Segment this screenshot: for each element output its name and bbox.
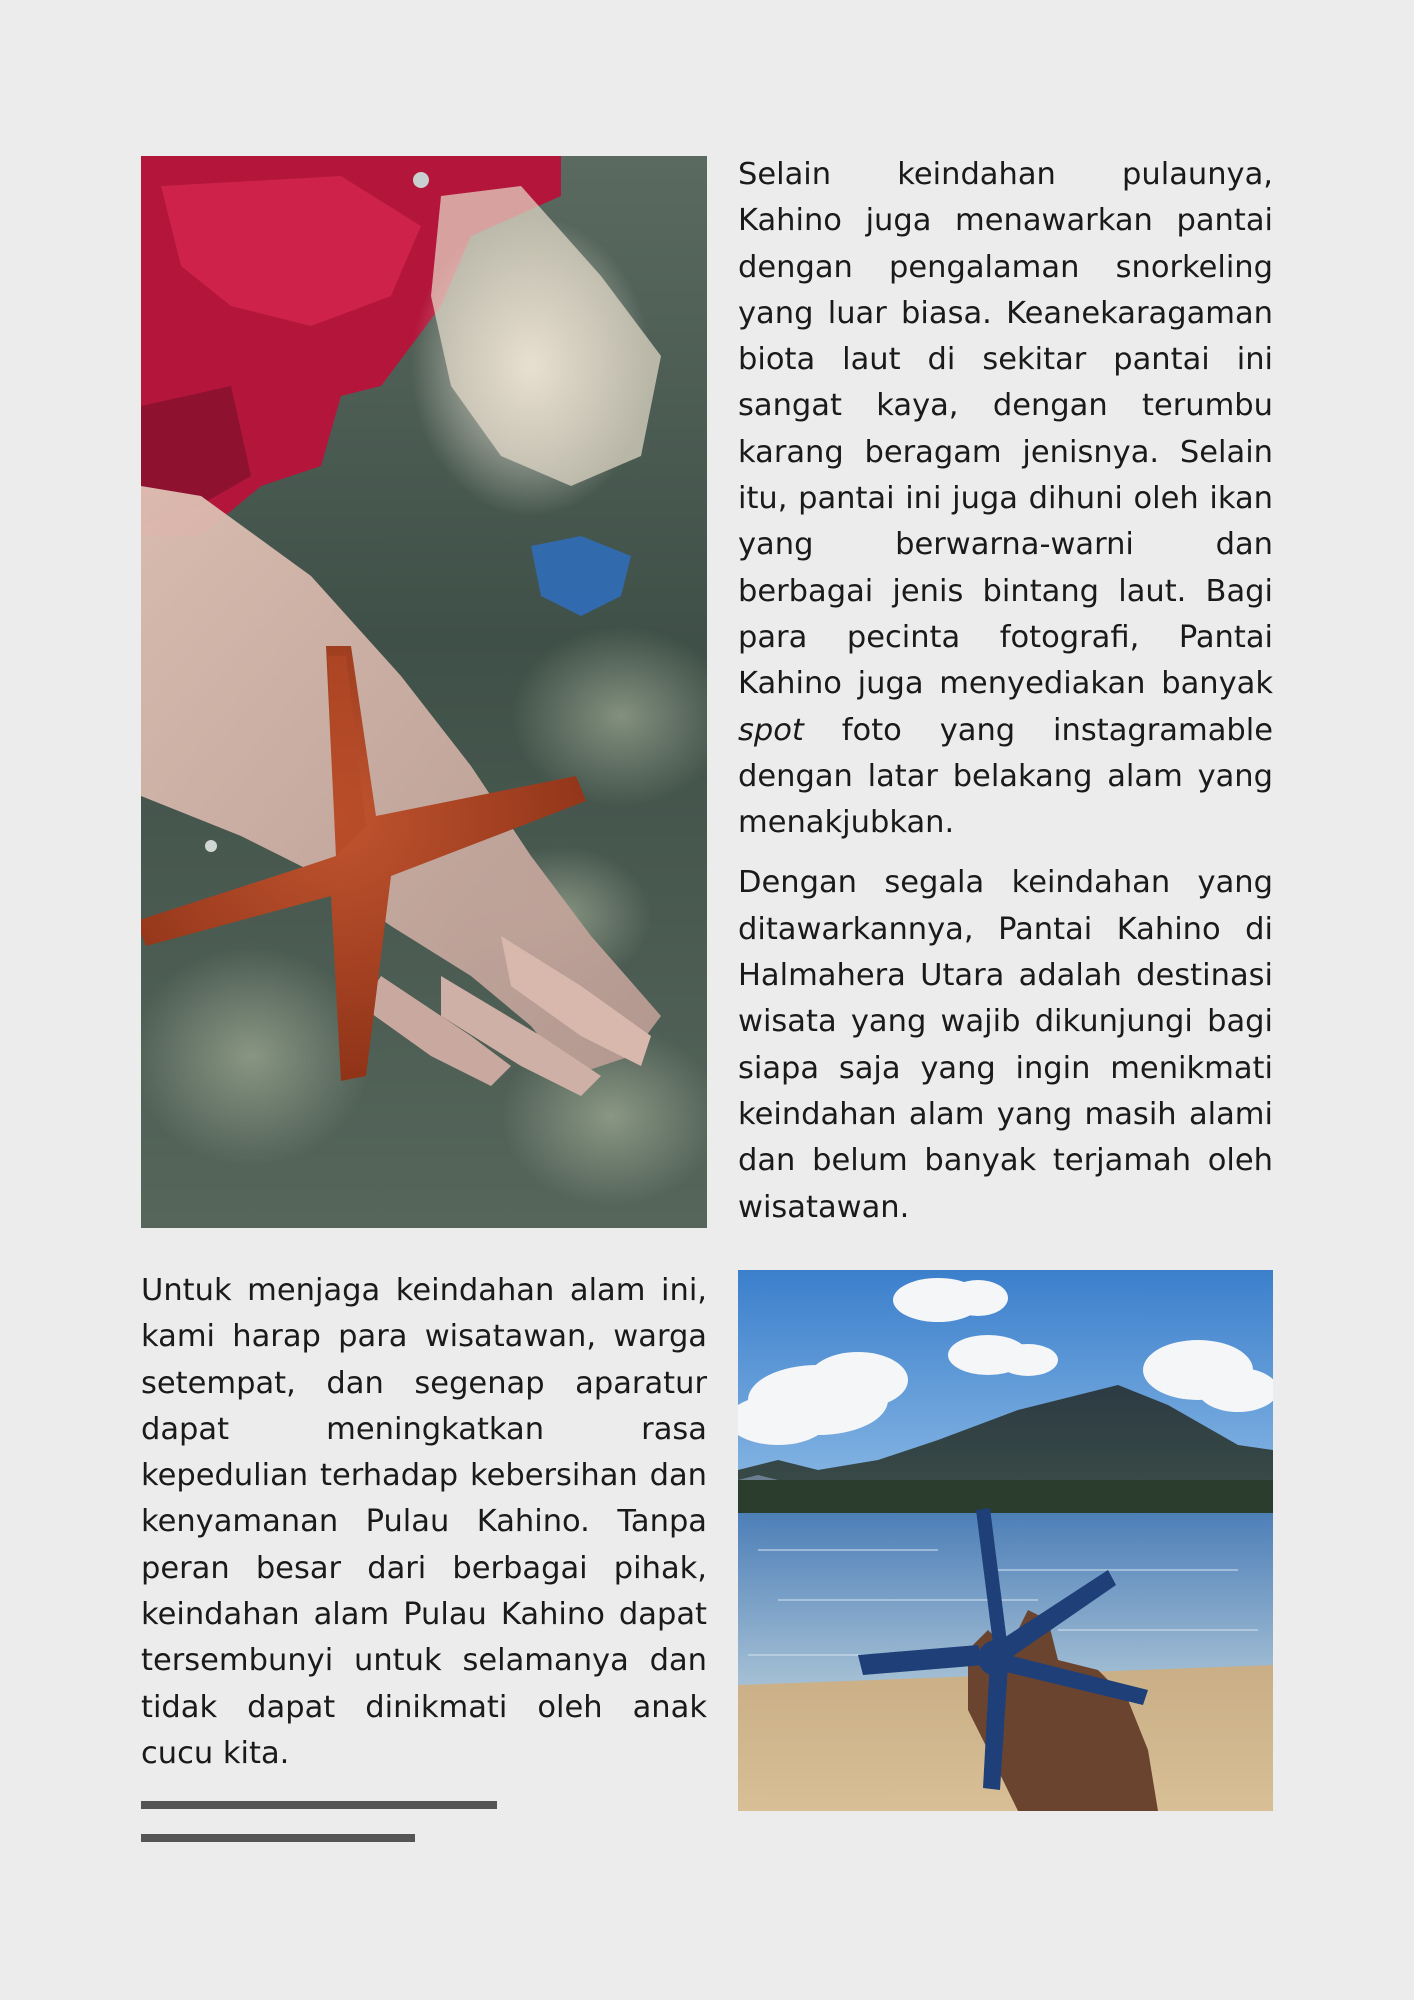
article-paragraph-conservation: Untuk menjaga keindahan alam ini, kami harap para wisatawan, warga setempat, dan segenap aparatur dapat meningkatkan rasa kepedulian terhadap kebersihan dan kenyamanan Pulau Kahino. Tanpa peran besar dari berbagai pihak, keindahan alam Pulau Kahino dapat tersembunyi untuk selamanya dan tidak dapat dinikmati oleh anak cucu kita.	[141, 1273, 707, 1771]
blue-starfish-beach-photo	[738, 1270, 1273, 1811]
paragraph-text: foto yang instagramable dengan latar belakang alam yang menakjubkan.	[738, 712, 1273, 841]
article-right-column	[738, 152, 1273, 1245]
decorative-line	[141, 1801, 497, 1809]
article-paragraph-destination: Dengan segala keindahan yang ditawarkannya, Pantai Kahino di Halmahera Utara adalah destinasi wisata yang wajib dikunjungi bagi siapa saja yang ingin menikmati keindahan alam yang masih alami dan belum banyak terjamah oleh wisatawan.	[738, 865, 1273, 1225]
starfish-underwater-photo	[141, 156, 707, 1228]
italic-word-spot: spot	[738, 712, 804, 748]
article-paragraph-snorkeling	[738, 152, 1273, 846]
decorative-line	[141, 1834, 415, 1842]
paragraph-text: Selain keindahan pulaunya, Kahino juga menawarkan pantai dengan pengalaman snorkeling yang luar biasa. Keanekaragaman biota laut di sekitar pantai ini sangat kaya, dengan terumbu karang beragam jenisnya. Selain itu, pantai ini juga dihuni oleh ikan yang berwarna-warni dan berbagai jenis bintang laut. Bagi para pecinta fotografi, Pantai Kahino juga menyediakan banyak	[738, 157, 1273, 702]
article-left-column	[141, 1268, 707, 1791]
